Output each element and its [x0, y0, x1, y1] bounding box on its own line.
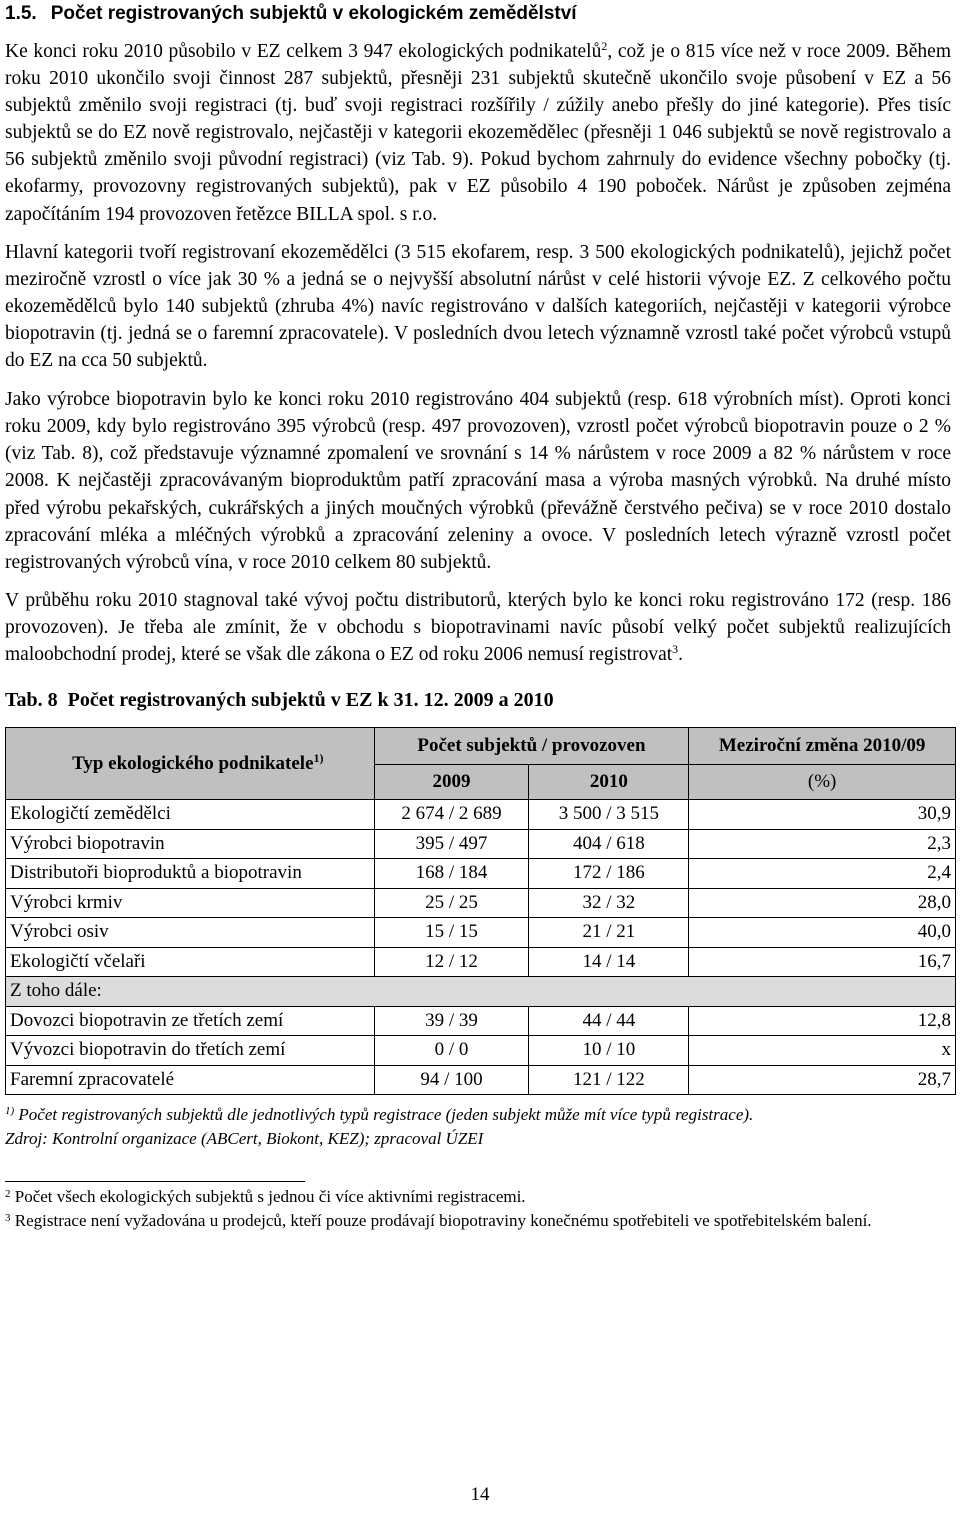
cell-2010: 3 500 / 3 515 [529, 800, 689, 830]
cell-2010: 21 / 21 [529, 918, 689, 948]
table-row [6, 859, 956, 889]
row-label: Ekologičtí včelaři [6, 947, 375, 977]
cell-2009: 94 / 100 [374, 1065, 529, 1095]
cell-2010: 172 / 186 [529, 859, 689, 889]
paragraph-registered-total [5, 38, 951, 228]
footnote-text: Registrace není vyžadována u prodejců, kteří pouze prodávají biopotraviny konečnému spotřebiteli ve spotřebitelském balení. [10, 1211, 872, 1231]
footnote-text: Počet všech ekologických subjektů s jednou či více aktivními registracemi. [10, 1187, 526, 1207]
cell-change: 2,3 [689, 829, 956, 859]
document-page [5, 0, 951, 1232]
cell-change: 28,7 [689, 1065, 956, 1095]
table-caption [5, 687, 951, 713]
page-number: 14 [470, 1484, 490, 1505]
cell-2009: 0 / 0 [374, 1036, 529, 1066]
table-row [6, 1036, 956, 1066]
row-label: Faremní zpracovatelé [6, 1065, 375, 1095]
footnote-ref-3: 3 [672, 641, 679, 656]
cell-2010: 10 / 10 [529, 1036, 689, 1066]
cell-change: 2,4 [689, 859, 956, 889]
footnote [5, 1186, 951, 1208]
footnotes [5, 1186, 951, 1232]
table-note [5, 1103, 951, 1127]
cell-change: 30,9 [689, 800, 956, 830]
cell-change: 40,0 [689, 918, 956, 948]
paragraph-text: V průběhu roku 2010 stagnoval také vývoj počtu distributorů, kterých bylo ke konci roku registrováno 172 (resp. 186 provozoven). Je třeba ale zmínit, že v obchodu s biopotravinami navíc působí velký počet subjektů realizujících maloobchodní prodej, které se však dle zákona o EZ od roku 2006 nemusí registrovat [5, 589, 951, 665]
cell-2009: 25 / 25 [374, 888, 529, 918]
cell-2009: 15 / 15 [374, 918, 529, 948]
section-title: Počet registrovaných subjektů v ekologickém zemědělství [50, 3, 577, 24]
footnote-ref-2: 2 [601, 39, 608, 53]
header-change-unit: (%) [689, 765, 956, 800]
row-label: Výrobci biopotravin [6, 829, 375, 859]
cell-change: 12,8 [689, 1006, 956, 1036]
table-section-row [6, 977, 956, 1007]
header-change-group: Meziroční změna 2010/09 [689, 728, 956, 765]
footnote-mark: 3 [5, 1212, 11, 1225]
footnote-separator [5, 1181, 305, 1182]
row-label: Výrobci krmiv [6, 888, 375, 918]
header-year-2009: 2009 [374, 765, 529, 800]
cell-2010: 14 / 14 [529, 947, 689, 977]
cell-2009: 168 / 184 [374, 859, 529, 889]
table-row [6, 1065, 956, 1095]
row-label: Výrobci osiv [6, 918, 375, 948]
table-row [6, 1006, 956, 1036]
row-label: Ekologičtí zemědělci [6, 800, 375, 830]
header-count-group: Počet subjektů / provozoven [374, 728, 689, 765]
note-text: Počet registrovaných subjektů dle jednotlivých typů registrace (jeden subjekt může mít více typů registrace). [14, 1105, 754, 1125]
cell-change: 28,0 [689, 888, 956, 918]
header-year-2010: 2010 [529, 765, 689, 800]
paragraph-food-producers: Jako výrobce biopotravin bylo ke konci roku 2010 registrováno 404 subjektů (resp. 618 výrobních míst). Oproti konci roku 2009, kdy bylo registrováno 395 výrobců (resp. 497 provozoven), vzrostl počet výrobců biopotravin pouze o 2 % (viz Tab. 8), což představuje významné zpomalení ve srovnání s 14 % nárůstem v roce 2009 a 82 % nárůstem v roce 2008. K nejčastěji zpracovávaným bioproduktům patří zpracování masa a výroba masných výrobků. Na druhé místo před výrobu pekařských, cukrářských a jiných moučných výrobků (převážně čerstvého pečiva) se v roce 2010 dostalo zpracování mléka a mléčných výrobků a zpracování zeleniny a ovoce. V posledních letech výrazně vzrostl počet registrovaných výrobců vína, v roce 2010 celkem 80 subjektů. [5, 389, 951, 573]
row-label: Vývozci biopotravin do třetích zemí [6, 1036, 375, 1066]
footnote-mark: 2 [5, 1188, 11, 1201]
row-label: Dovozci biopotravin ze třetích zemí [6, 1006, 375, 1036]
cell-2009: 395 / 497 [374, 829, 529, 859]
paragraph-text: . [678, 643, 684, 665]
cell-2009: 12 / 12 [374, 947, 529, 977]
table-row [6, 829, 956, 859]
table-row [6, 888, 956, 918]
footnote [5, 1210, 951, 1232]
table-row [6, 947, 956, 977]
cell-2010: 44 / 44 [529, 1006, 689, 1036]
cell-2009: 2 674 / 2 689 [374, 800, 529, 830]
section-number: 1.5. [5, 3, 37, 24]
paragraph-distributors [5, 587, 951, 668]
row-label: Distributoři bioproduktů a biopotravin [6, 859, 375, 889]
table-source: Zdroj: Kontrolní organizace (ABCert, Biokont, KEZ); zpracoval ÚZEI [5, 1129, 484, 1149]
header-category: Typ ekologického podnikatele$^{1)}$ [6, 728, 375, 800]
registered-subjects-table [5, 727, 956, 1095]
cell-change: 16,7 [689, 947, 956, 977]
cell-change: x [689, 1036, 956, 1066]
cell-2010: 404 / 618 [529, 829, 689, 859]
table-row [6, 800, 956, 830]
cell-2010: 121 / 122 [529, 1065, 689, 1095]
cell-2009: 39 / 39 [374, 1006, 529, 1036]
header-footnote-ref: 1) [313, 750, 324, 765]
section-label: Z toho dále: [6, 977, 956, 1007]
table-number: Tab. 8 [5, 689, 58, 712]
note-mark: 1) [5, 1105, 15, 1118]
paragraph-ecofarmers: Hlavní kategorii tvoří registrovaní ekozemědělci (3 515 ekofarem, resp. 3 500 ekologických podnikatelů), jejichž počet meziročně vzrostl o více jak 30 % a jedná se o nejvyšší absolutní nárůst v celé historii vývoje EZ. Z celkového počtu ekozemědělců bylo 140 subjektů (zhruba 4%) navíc registrováno v dalších kategoriích, nejčastěji v kategorii výrobce biopotravin (tj. jedná se o faremní zpracovatele). V posledních dvou letech významně vzrostl také počet výrobců vstupů do EZ na cca 50 subjektů. [5, 241, 951, 372]
section-heading [5, 0, 951, 26]
table-row [6, 918, 956, 948]
paragraph-text: , což je o 815 více než v roce 2009. Během roku 2010 ukončilo svoji činnost 287 subjektů, přesněji 231 subjektů skutečně ukončilo svoje působení v EZ a 56 subjektů změnilo svoji registraci (tj. buď svoji registraci rozšířily / zúžily anebo přešly do jiné kategorie). Přes tisíc subjektů se do EZ nově registrovalo, nejčastěji v kategorii ekozemědělec (přesněji 1 046 subjektů se nově registrovalo a 56 subjektů změnilo svoji původní registraci) (viz Tab. 9). Pokud bychom zahrnuly do evidence všechny pobočky (tj. ekofarmy, provozovny registrovaných subjektů), pak v EZ působilo 4 190 poboček. Nárůst je způsoben zejména započítáním 194 provozoven řetězce BILLA spol. s r.o. [5, 41, 951, 225]
paragraph-text: Ke konci roku 2010 působilo v EZ celkem 3 947 ekologických podnikatelů [5, 41, 602, 62]
table-caption-text: Počet registrovaných subjektů v EZ k 31. 12. 2009 a 2010 [67, 689, 554, 712]
cell-2010: 32 / 32 [529, 888, 689, 918]
